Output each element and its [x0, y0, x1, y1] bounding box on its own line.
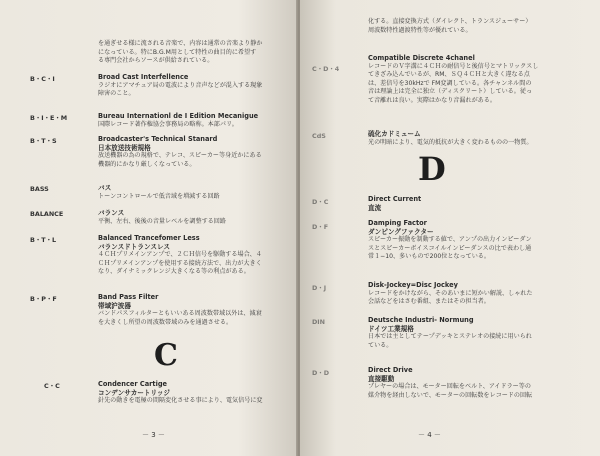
entry-abbr-cc: C・C [44, 382, 60, 390]
page-number-left: － 3 － [142, 431, 165, 439]
entry-cds: 硫化カドミューム 光の明暗により、電気的抵抗が大きく変わるものの一物質。 [368, 130, 533, 146]
right-page [300, 0, 600, 456]
entry-abbr-balance: BALANCE [30, 210, 64, 218]
entry-abbr-bpf: B・P・F [30, 295, 57, 303]
section-letter-c: C [154, 338, 178, 373]
page-number-right: － 4 － [418, 431, 441, 439]
entry-abbr-cds: CdS [312, 132, 326, 140]
entry-abbr-df: D・F [312, 223, 329, 231]
entry-dc: Direct Current 直流 [368, 195, 422, 212]
entry-bts: Broadcaster's Technical Stanard 日本放送技術規格 放送機器の為の規格で、テレコ、スピーカー等身近かにある 機器的にかなり厳しくなっている。 [98, 135, 262, 168]
entry-bpf: Band Pass Filter 帯域沪波器 バンドパスフィルターともいいある周波数帯域以外は、減衰 を大きくし所望の周波数帯域のみを通過させる。 [98, 293, 262, 326]
entry-abbr-din: DIN [312, 318, 326, 326]
entry-abbr-bass: BASS [30, 185, 49, 193]
entry-abbr-dd: D・D [312, 369, 330, 377]
entry-bass: バス トーンコントロールで低音域を増減する回路 [98, 184, 220, 200]
entry-df: Damping Factor ダンピングファクター スピーカー振動を制動する値で、アンプの出力インピーダン スとスピーカーボイスコイルインピーダンスの比で表わし通 常１−10、多いもので200位となっている。 [368, 219, 532, 261]
left-page [0, 0, 298, 456]
entry-abbr-bci: B・C・I [30, 75, 55, 83]
entry-abbr-dc: D・C [312, 198, 329, 206]
right-top-text: 化する。直接変換方式（ダイレクト、トランスジューサー） 周波数特性過渡特性等が優れている。 [368, 18, 532, 34]
entry-cd4: Compatible Discrete 4chanel レコードのＶ字溝に４ＣＨの耐信号と後信号とマトリックスし てきざみ込んでいるが、RM、ＳＱ４ＣＨと大きく違なる点 は、差信号を30kHzで FM変調している。各チャンネル間の 音は理論上は完全に独立（ディスクリート）している。従っ て音離れは良い。実際はかなり音漏れがある。 [368, 54, 539, 104]
left-top-text: を通ぎせる様に流される音楽で、内容は通常の音楽より静か になっている。特にB.G.M用として特性の曲目的に希望す る専門会社からソースが供給されている。 [98, 40, 263, 65]
entry-abbr-cd4: C・D・4 [312, 65, 340, 73]
entry-btl: Balanced Trancefomer Less バランスドトランスレス ４ＣＨプリメインアンプで、２ＣＨ信号を駆動する場合、４ ＣＨプリメインアンプを使用する接続方法で、出力が大きく なり、ダイナミックレンジ大きくなる等の利点がある。 [98, 234, 262, 276]
section-letter-d: D [418, 150, 446, 188]
entry-cc: Condencer Cartige コンデンサカートリッジ 針先の動きを電極の間隔変化させる事により、電気信号に変 [98, 380, 263, 405]
entry-abbr-biem: B・I・E・M [30, 114, 68, 122]
entry-din: Deutsche Industri- Normung ドイツ工業規格 日本では主としてテープデッキとステレオの接続に用いられ ている。 [368, 316, 532, 349]
entry-dj: Disk-Jockey=Disc Jockey レコードをかけながら、そのあいまに短かい解説、しゃれた 会話などをはさむ番組、またはその担当者。 [368, 281, 533, 306]
entry-dd: Direct Drive 直接駆動 プレヤーの場合は、モーター回転をベルト、アイドラー等の 媒介物を経由しないで、モーターの回転数をレコードの回転 [368, 366, 533, 399]
entry-abbr-bts: B・T・S [30, 137, 57, 145]
entry-bci: Broad Cast Interfellence ラジオにアマチュア局の電波により音声などが混入する現象 障害のこと。 [98, 73, 263, 98]
entry-abbr-btl: B・T・L [30, 236, 57, 244]
entry-balance: バランス 平衡、左右、後後の音量レベルを調整する回路 [98, 209, 226, 225]
entry-biem: Bureau Internationl de I Edition Mecanigue 国際レコード著作権協会事務局の略称。本部パリ。 [98, 112, 259, 128]
entry-abbr-dj: D・J [312, 284, 327, 292]
